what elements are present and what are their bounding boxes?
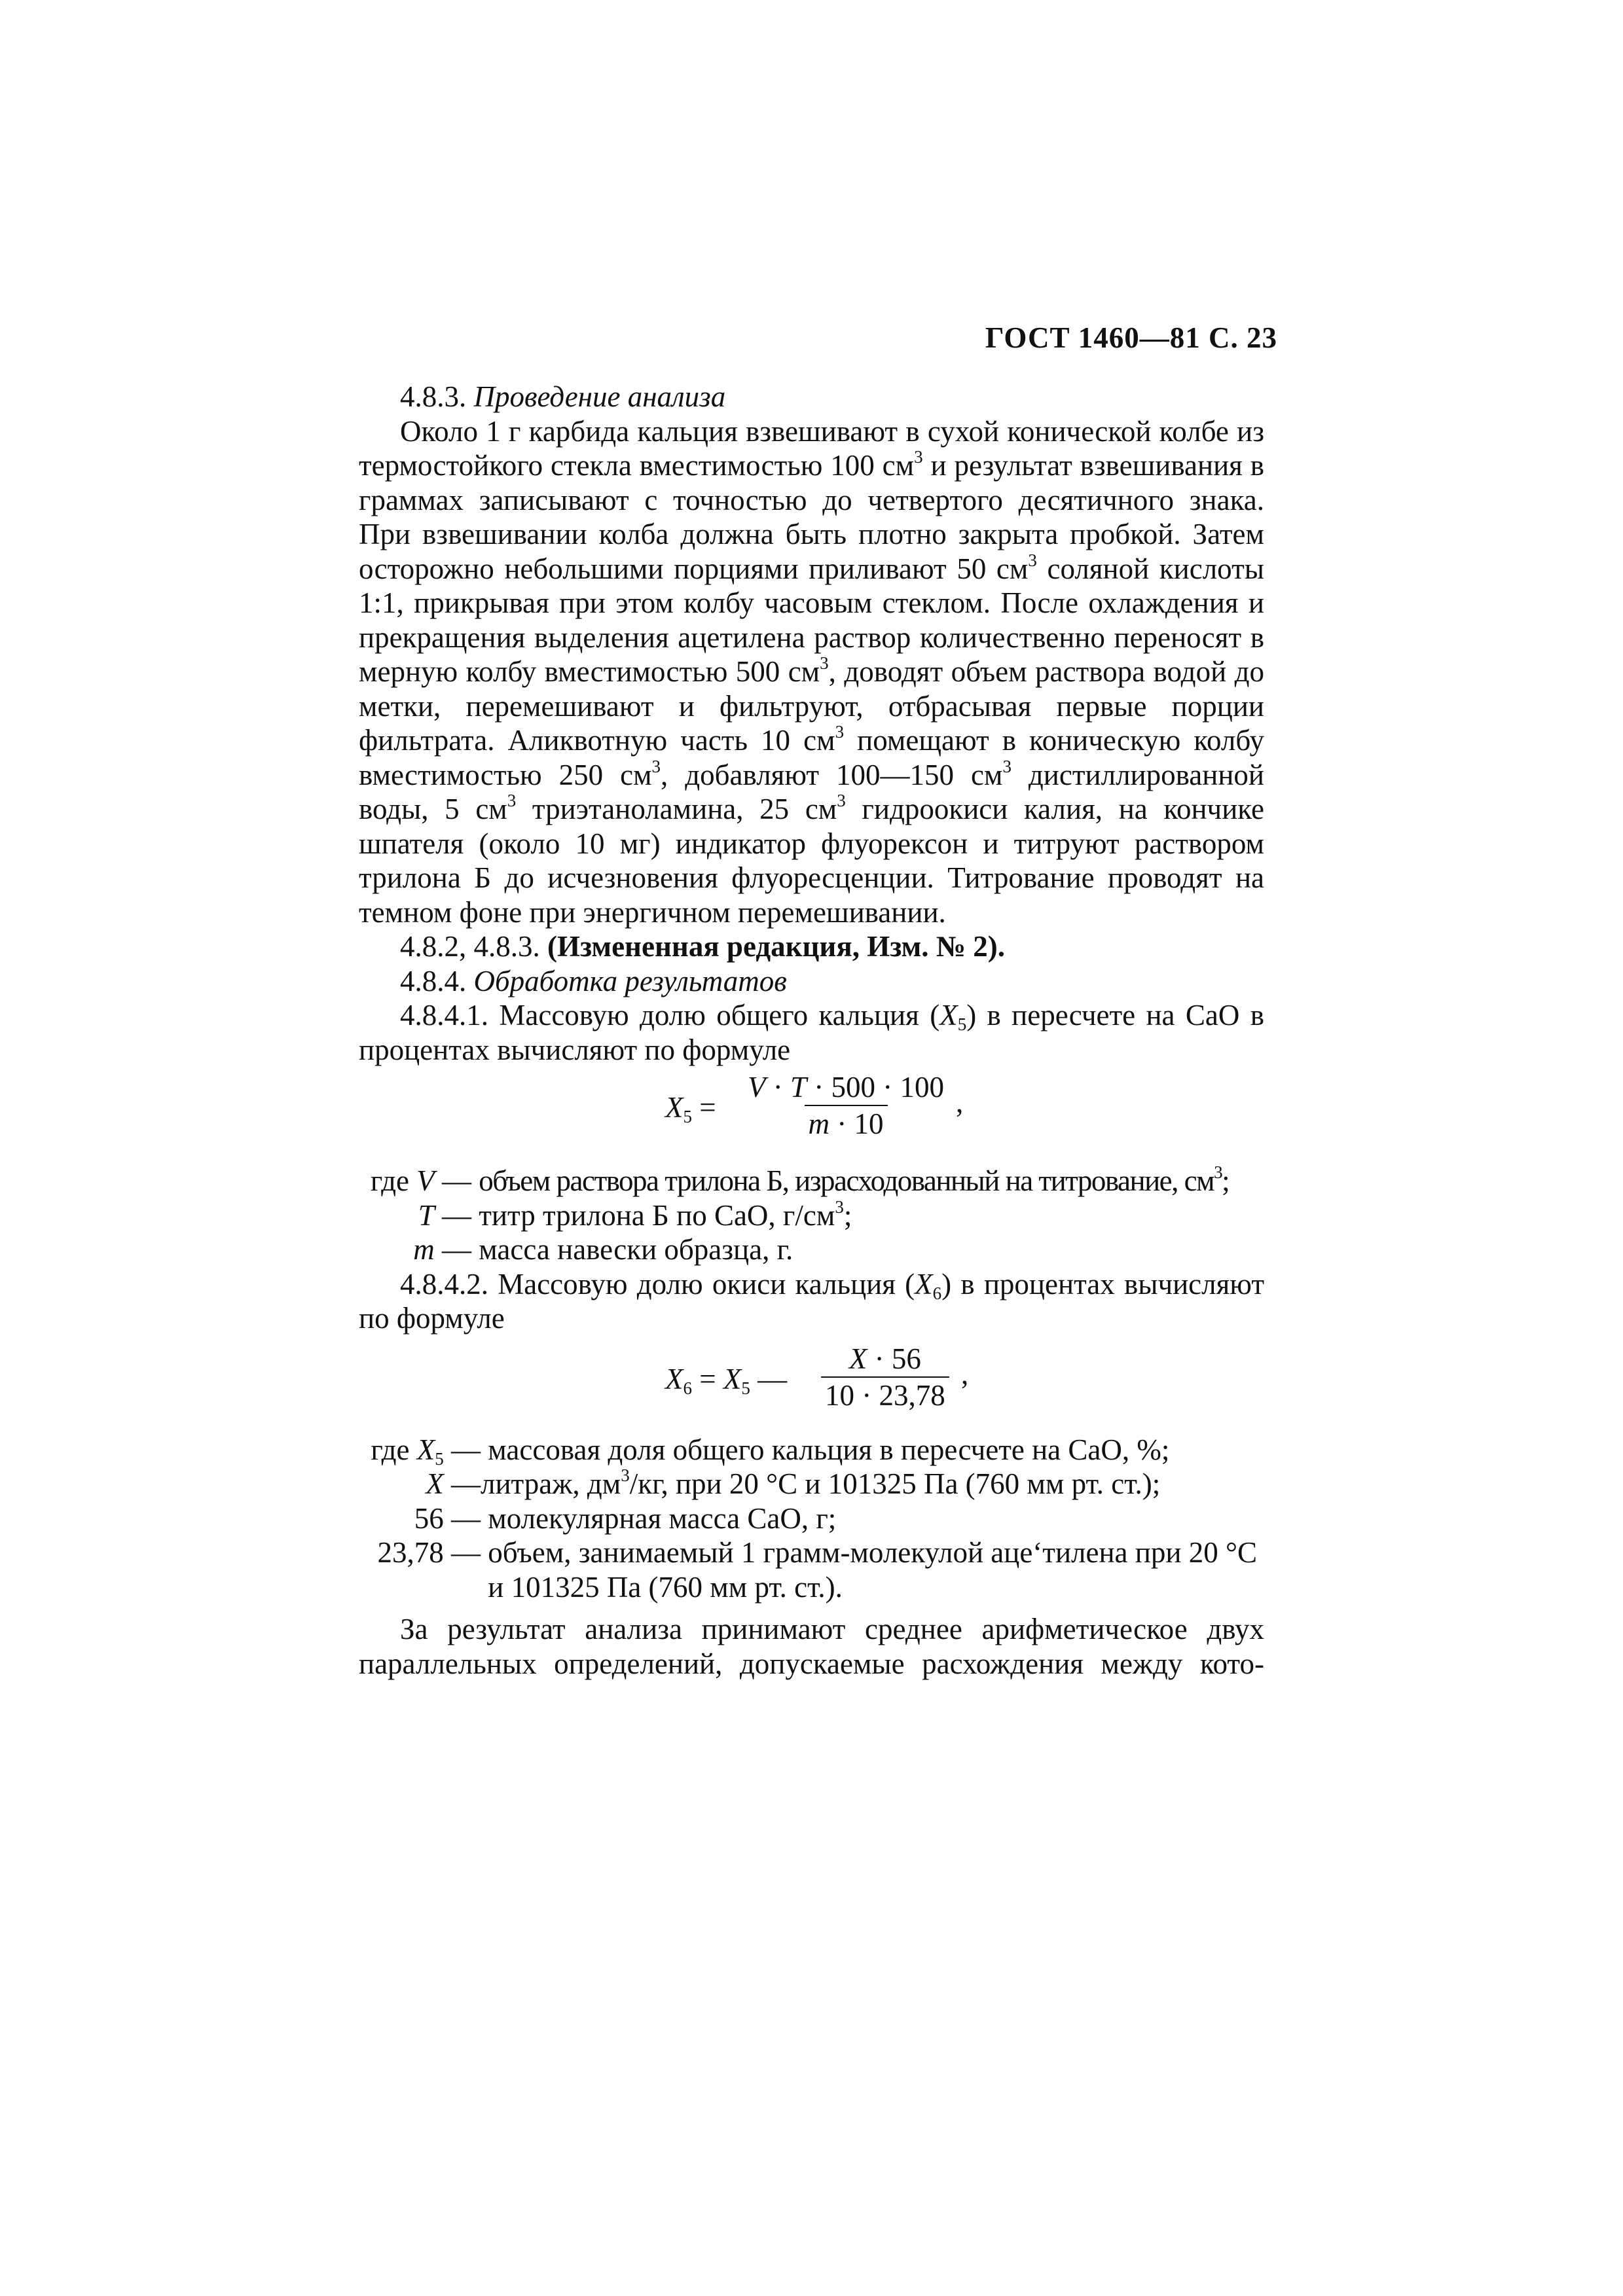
definition-text: молекулярная масса СаО, г; <box>488 1501 837 1535</box>
definition-label <box>359 1433 481 1467</box>
variable: T <box>418 1198 435 1232</box>
variable: X <box>416 1433 435 1466</box>
text-run: соляной кислоты 1:1, прикрывая при этом колбу часовым стеклом. После охлаждения и прекращения выделения ацетилена раствор количественно переносят в мерную колбу вместимостью 500 см <box>359 552 1264 688</box>
fraction-numerator <box>744 1072 948 1105</box>
text-run: помещают в коническую колбу вместимостью 250 см <box>359 724 1264 791</box>
procedure-paragraph <box>359 414 1264 930</box>
variable: V <box>416 1164 435 1197</box>
document-body <box>359 380 1264 1681</box>
definition-text <box>481 1467 1264 1501</box>
text-run: литраж, дм <box>481 1467 621 1500</box>
amendment-ref: 4.8.2, 4.8.3. <box>400 930 540 963</box>
definition-row <box>359 1535 1264 1604</box>
fraction-denominator <box>805 1105 888 1139</box>
definition-row <box>359 1164 1264 1198</box>
superscript: 3 <box>837 791 846 810</box>
definition-text <box>479 1164 1264 1198</box>
text-run: · 500 · 100 <box>807 1071 945 1103</box>
definition-row <box>359 1501 1264 1536</box>
text-run: ) в пересчете на СаО в процентах вычисляют по формуле <box>359 999 1264 1066</box>
superscript: 3 <box>651 756 661 776</box>
definition-label <box>359 1535 481 1604</box>
superscript: 3 <box>621 1465 630 1485</box>
definition-label <box>359 1198 471 1233</box>
variable: X <box>723 1362 742 1395</box>
text-run: , добавляют 100—150 см <box>661 758 1003 791</box>
variable: X <box>665 1362 684 1395</box>
definition-row <box>359 1467 1264 1501</box>
superscript: 3 <box>507 791 517 810</box>
text-run: масса навески образца, г. <box>479 1233 793 1266</box>
variable: X <box>848 1342 867 1375</box>
text-run: , доводят объем раствора водой до метки, перемешивают и фильтруют, отбрасывая первые порции фильтрата. Аликвотную часть 10 см <box>359 655 1264 757</box>
variable: T <box>790 1071 807 1103</box>
subscript: 6 <box>932 1283 942 1303</box>
definition-label <box>359 1232 471 1267</box>
section-number: 4.8.4. <box>400 964 467 997</box>
fraction-numerator <box>845 1344 925 1376</box>
section-4-8-3-heading <box>359 380 1264 414</box>
formula-lhs <box>665 1090 716 1125</box>
text-run: ; <box>843 1198 852 1232</box>
formula-fraction <box>744 1072 948 1139</box>
definition-row <box>359 1232 1264 1267</box>
section-4-8-4-2 <box>359 1267 1264 1336</box>
variable: X <box>915 1267 933 1300</box>
definition-row <box>359 1433 1264 1467</box>
dash: — <box>434 1164 471 1197</box>
formula-lhs <box>665 1362 787 1397</box>
text-run: гидроокиси калия, на кончике шпателя (около 10 мг) индикатор флуорексон и титруют раствором трилона Б до исчезновения флуоресценции. Титрование проводят на темном фоне при энергичном перемешивании. <box>359 793 1264 929</box>
subscript: 5 <box>741 1378 750 1398</box>
definition-text <box>479 1198 1264 1233</box>
dash: — <box>434 1233 471 1266</box>
amendment-label: (Измененная редакция, Изм. № 2). <box>547 930 1006 963</box>
variable: X <box>939 999 958 1031</box>
definition-row <box>359 1198 1264 1233</box>
subscript: 6 <box>683 1378 692 1398</box>
definition-text <box>479 1232 1264 1267</box>
variable: V <box>748 1071 766 1103</box>
dash: — <box>443 1433 481 1466</box>
text-run: ) в процентах вычисляют по формуле <box>359 1267 1264 1335</box>
superscript: 3 <box>820 653 829 673</box>
variable: X <box>665 1091 684 1124</box>
dash: — <box>443 1501 481 1535</box>
superscript: 3 <box>835 1196 844 1217</box>
text-run: триэтаноламина, 25 см <box>516 793 837 825</box>
dash: — <box>443 1467 481 1500</box>
superscript: 3 <box>835 722 845 742</box>
page-header: ГОСТ 1460—81 С. 23 <box>985 321 1277 354</box>
formula-x5 <box>359 1072 1264 1157</box>
formula-x6 <box>359 1341 1264 1426</box>
number-label: 56 <box>414 1501 444 1535</box>
dash: — <box>443 1536 481 1569</box>
variable-definitions-2 <box>359 1433 1264 1605</box>
text-run: где <box>370 1164 417 1197</box>
section-title: Проведение анализа <box>473 380 726 413</box>
variable: m <box>413 1233 435 1266</box>
text-run: Около 1 г карбида кальция взвешивают в сухой конической колбе из термостойкого стекла вместимостью 100 см <box>359 414 1264 482</box>
operator: · <box>765 1071 790 1103</box>
variable: m <box>808 1107 830 1140</box>
text-run: объем раствора трилона Б, израсходованный на титрование, см <box>479 1164 1214 1197</box>
superscript: 3 <box>1028 550 1037 570</box>
text-run: · 10 <box>830 1107 884 1140</box>
equals-sign: = <box>699 1362 716 1395</box>
text-run: ; <box>1222 1164 1230 1197</box>
formula-fraction <box>821 1344 949 1410</box>
formula-comma: , <box>961 1357 969 1390</box>
amendment-note <box>359 929 1264 964</box>
minus-sign: — <box>757 1362 788 1395</box>
definition-label <box>359 1164 471 1198</box>
section-4-8-4-heading <box>359 964 1264 999</box>
text-run: и результат взвешивания в граммах записывают с точностью до четвертого десятичного знака. При взвешивании колба должна быть плотно закрыта пробкой. Затем осторожно небольшими порциями приливают 50 см <box>359 449 1264 585</box>
section-4-8-4-1 <box>359 998 1264 1067</box>
variable: X <box>426 1467 444 1500</box>
superscript: 3 <box>1214 1162 1222 1182</box>
text-run: /кг, при 20 °С и 101325 Па (760 мм рт. ст.); <box>629 1467 1161 1500</box>
definition-label <box>359 1501 481 1536</box>
equals-sign: = <box>699 1091 716 1124</box>
fraction-denominator: 10 · 23,78 <box>821 1376 949 1410</box>
subscript: 5 <box>957 1014 967 1034</box>
variable-definitions-1 <box>359 1164 1264 1267</box>
formula-comma: , <box>956 1086 964 1119</box>
definition-label <box>359 1467 481 1501</box>
text-run: · 56 <box>867 1342 921 1375</box>
text-run: 4.8.4.1. Массовую долю общего кальция ( <box>400 999 940 1031</box>
section-number: 4.8.3. <box>400 380 467 413</box>
text-run: 4.8.4.2. Массовую долю окиси кальция ( <box>400 1267 915 1300</box>
definition-text: массовая доля общего кальция в пересчете на СаО, %; <box>488 1433 1170 1466</box>
superscript: 3 <box>1002 756 1012 776</box>
subscript: 5 <box>435 1448 444 1469</box>
text-run: дистиллированной воды, 5 см <box>359 758 1264 825</box>
definition-text: объем, занимаемый 1 грамм-молекулой аце‘тилена при 20 °С и 101325 Па (760 мм рт. ст.). <box>488 1536 1257 1604</box>
superscript: 3 <box>914 447 923 467</box>
text-run: где <box>371 1433 417 1466</box>
subscript: 5 <box>683 1107 692 1126</box>
text-run: титр трилона Б по СаО, г/см <box>479 1198 835 1232</box>
section-title: Обработка результатов <box>473 964 787 997</box>
number-label: 23,78 <box>377 1536 444 1569</box>
dash: — <box>434 1198 471 1232</box>
final-paragraph: За результат анализа принимают среднее арифметическое двух параллельных определений, допускаемые расхождения между кото- <box>359 1613 1264 1680</box>
